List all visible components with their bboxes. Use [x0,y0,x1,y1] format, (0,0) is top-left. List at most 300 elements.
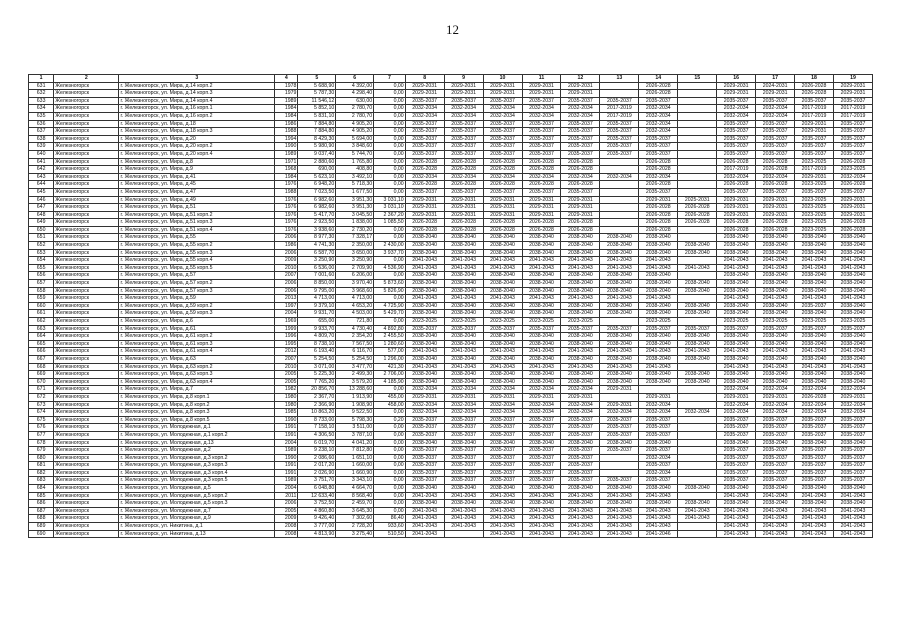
table-cell: 2038-2040 [717,340,756,348]
table-cell: 2017-2019 [834,105,873,113]
table-cell: 2038-2040 [444,234,483,242]
table-cell: 2038-2040 [678,333,717,341]
table-cell: 2038-2040 [561,242,600,250]
table-cell: 2035-2037 [717,188,756,196]
table-cell: 2035-2037 [405,431,444,439]
table-cell: 2041-2043 [600,295,639,303]
table-cell: 2023-2025 [795,181,834,189]
table-cell: 2035-2037 [522,469,561,477]
table-cell [678,386,717,394]
table-cell: 659 [29,295,54,303]
table-cell: 2026-2028 [834,226,873,234]
table-cell: 2006 [275,287,298,295]
table-cell: 2 709,90 [336,264,374,272]
table-cell: 678 [29,439,54,447]
table-cell: 2035-2037 [756,150,795,158]
table-cell: 6 982,60 [298,196,336,204]
table-cell: 2035-2037 [756,462,795,470]
table-cell: 2038-2040 [522,310,561,318]
table-cell: 2029-2031 [483,211,522,219]
table-cell: 2011 [275,492,298,500]
table-cell: 0,00 [374,500,406,508]
table-cell: г. Железногорск, ул. Мира, д.59 корп.3 [119,310,275,318]
table-cell: 2035-2037 [834,128,873,136]
table-cell: 2023-2025 [444,318,483,326]
table-cell: 2035-2037 [483,188,522,196]
table-cell: 2035-2037 [600,477,639,485]
table-cell: 2038-2040 [717,355,756,363]
table-cell: 2025-2031 [678,196,717,204]
table-cell: 3 275,40 [336,530,374,538]
table-cell: 2026-2028 [561,158,600,166]
table-row [29,249,873,257]
table-cell: 2035-2037 [600,120,639,128]
table-cell: 1989 [275,150,298,158]
table-cell: 7 328,17 [336,234,374,242]
table-cell: 3 968,60 [336,287,374,295]
table-cell: 0,00 [374,469,406,477]
table-cell: 2041-2043 [639,515,678,523]
table-cell [678,181,717,189]
table-cell: 1980 [275,393,298,401]
table-cell: 455,00 [374,393,406,401]
table-cell: 0,00 [374,97,406,105]
table-cell: 2041-2043 [639,264,678,272]
table-cell: 2038-2040 [405,249,444,257]
column-number-cell: 4 [275,75,298,83]
table-cell: 2038-2040 [444,439,483,447]
table-cell: 0,00 [374,507,406,515]
table-cell: 2038-2040 [444,249,483,257]
table-cell: 2035-2037 [795,469,834,477]
table-cell: 2041-2043 [483,363,522,371]
table-cell: 2035-2037 [561,135,600,143]
table-cell: 9 795,00 [298,287,336,295]
table-cell: 641 [29,158,54,166]
table-cell: 2038-2040 [795,355,834,363]
table-cell: 2038-2040 [444,310,483,318]
table-cell: 2038-2040 [717,333,756,341]
table-cell: 2024-2031 [756,82,795,90]
table-row [29,447,873,455]
table-cell: 2032-2034 [444,112,483,120]
table-cell: 2010 [275,363,298,371]
table-cell: 421,30 [374,363,406,371]
table-cell: 2038-2040 [795,280,834,288]
table-cell: Железногорск [54,310,119,318]
table-cell: 2035-2037 [795,462,834,470]
table-cell: 2007 [275,355,298,363]
table-cell: 2038-2040 [483,234,522,242]
table-cell: 2038-2040 [639,500,678,508]
table-cell [678,150,717,158]
table-row [29,120,873,128]
table-cell: 0,00 [374,120,406,128]
table-cell: 6 019,70 [298,439,336,447]
table-cell: 2029-2031 [717,204,756,212]
table-cell: 3 045,50 [336,211,374,219]
table-cell: 6 587,70 [298,249,336,257]
table-cell: 2035-2037 [756,325,795,333]
table-cell: 2035-2037 [756,143,795,151]
table-cell: 2017-2019 [795,105,834,113]
table-cell: 2032-2034 [756,173,795,181]
table-cell: 2035-2037 [717,454,756,462]
table-cell: 0,00 [374,462,406,470]
table-cell: г. Железногорск, ул. Мира, д.61 корп.4 [119,348,275,356]
table-cell: 2041-2043 [561,523,600,531]
table-cell: 4 041,20 [336,439,374,447]
table-cell: 2035-2037 [522,462,561,470]
table-cell: 2038-2040 [522,287,561,295]
table-cell: 1995 [275,340,298,348]
table-row [29,469,873,477]
table-cell: 1980 [275,401,298,409]
table-cell: 0,00 [374,82,406,90]
table-cell: 2026-2028 [483,219,522,227]
table-cell: 2038-2040 [483,500,522,508]
table-cell: 2035-2037 [405,424,444,432]
table-cell: 2041-2043 [561,492,600,500]
table-cell: 2032-2034 [522,173,561,181]
table-cell: 2038-2040 [522,234,561,242]
table-cell: 2038-2040 [561,287,600,295]
table-cell: 2035-2037 [405,416,444,424]
column-number-cell: 11 [522,75,561,83]
table-cell: 2026-2028 [795,393,834,401]
table-cell: 2038-2040 [639,242,678,250]
table-cell: 5 225,30 [298,371,336,379]
table-cell: 2035-2037 [795,97,834,105]
table-cell: 2023-2025 [795,204,834,212]
table-cell: 2041-2043 [756,295,795,303]
table-cell: 2035-2037 [717,97,756,105]
table-cell: 2041-2043 [483,257,522,265]
table-cell: 2008 [275,530,298,538]
table-cell: 2010 [275,264,298,272]
table-cell: г. Железногорск, ул. Мира, д.55 корп.4 [119,257,275,265]
table-cell: 2041-2043 [483,492,522,500]
table-cell [600,211,639,219]
table-cell: 2041-2043 [522,523,561,531]
table-cell: 2038-2040 [444,242,483,250]
table-cell: 2041-2043 [444,295,483,303]
table-cell: г. Железногорск, ул. Молодежная, д.5 корп.3 [119,500,275,508]
table-cell: 2041-2043 [405,264,444,272]
table-cell: 2041-2043 [756,257,795,265]
table-cell: 2029-2031 [756,393,795,401]
table-cell: 0,00 [374,181,406,189]
table-cell: 2026-2028 [444,219,483,227]
table-cell: 20 856,70 [298,386,336,394]
table-cell: 2032-2034 [444,105,483,113]
table-cell: 2038-2040 [483,242,522,250]
table-cell: 2038-2040 [756,310,795,318]
table-cell: 2032-2034 [405,401,444,409]
table-cell: 1968 [275,166,298,174]
table-cell: 2041-2043 [444,348,483,356]
table-cell [678,462,717,470]
table-cell: 2029-2031 [717,90,756,98]
table-cell: 2032-2034 [717,401,756,409]
table-cell: 8 850,00 [298,280,336,288]
table-cell: 0,00 [374,318,406,326]
table-cell: 2029-2031 [483,393,522,401]
table-cell: 2029-2031 [522,82,561,90]
table-cell: 1989 [275,447,298,455]
table-cell: Железногорск [54,515,119,523]
table-cell: 2038-2040 [444,485,483,493]
table-cell: 688 [29,515,54,523]
table-cell: 1 651,10 [336,454,374,462]
table-cell: 2017-2019 [600,112,639,120]
table-cell: 2041-2043 [639,492,678,500]
table-cell: 651 [29,234,54,242]
table-cell: 2035-2037 [522,416,561,424]
table-cell: 2035-2037 [756,97,795,105]
table-cell: 2026-2028 [483,166,522,174]
table-cell: 1991 [275,469,298,477]
table-cell: 2041-2043 [405,492,444,500]
table-cell: 4 713,00 [336,295,374,303]
table-cell: 2 086,60 [298,454,336,462]
table-cell: 2035-2037 [522,143,561,151]
table-cell: Железногорск [54,112,119,120]
table-cell: 2041-2043 [405,257,444,265]
table-cell: г. Железногорск, ул. Мира, д.55 корп.5 [119,264,275,272]
table-cell: 2041-2043 [795,530,834,538]
table-cell: 1994 [275,135,298,143]
table-cell: 2035-2037 [483,120,522,128]
table-cell: 2032-2034 [756,401,795,409]
table-cell: 2038-2040 [600,355,639,363]
table-cell: 1991 [275,462,298,470]
table-cell: 2038-2040 [444,500,483,508]
table-cell: 2038-2040 [522,249,561,257]
table-cell: 3 492,10 [336,173,374,181]
table-cell: 2038-2040 [561,280,600,288]
table-cell: 2041-2043 [639,523,678,531]
table-row [29,416,873,424]
table-cell: 2038-2040 [795,378,834,386]
table-cell: 6 948,20 [298,181,336,189]
table-cell: 2035-2037 [639,150,678,158]
table-row [29,348,873,356]
table-cell: 4 185,90 [374,378,406,386]
table-cell: 2004 [275,310,298,318]
table-cell: 675 [29,416,54,424]
table-cell: г. Железногорск, ул. Молодежная, д.5 [119,485,275,493]
table-cell: 638 [29,135,54,143]
table-cell: Железногорск [54,234,119,242]
table-cell: 2038-2040 [756,242,795,250]
table-cell: 2035-2037 [561,469,600,477]
table-cell: 2038-2040 [756,302,795,310]
table-cell: 2035-2037 [405,477,444,485]
table-cell: 2035-2037 [834,454,873,462]
table-cell: 658 [29,287,54,295]
table-cell: 667 [29,355,54,363]
table-cell: 3 752,50 [298,500,336,508]
table-cell: 2029-2031 [834,211,873,219]
table-cell: 5 718,30 [336,181,374,189]
table-cell: г. Железногорск, ул. Мира, д.61 [119,325,275,333]
table-cell: 2041-2043 [444,523,483,531]
table-cell: 2035-2037 [483,135,522,143]
table-cell: 2035-2037 [444,120,483,128]
table-cell: 1991 [275,424,298,432]
table-cell [678,158,717,166]
table-cell: 4 860,80 [298,507,336,515]
table-cell: 2026-2028 [639,204,678,212]
table-cell: 2035-2037 [405,325,444,333]
table-cell: 2038-2040 [405,234,444,242]
table-cell [600,454,639,462]
table-cell: 690 [29,530,54,538]
table-cell: 1986 [275,242,298,250]
table-cell: 2026-2028 [522,166,561,174]
table-cell [678,363,717,371]
table-cell: 933,60 [374,523,406,531]
table-cell [678,226,717,234]
table-cell: 2032-2034 [483,112,522,120]
table-row [29,355,873,363]
table-cell: 2035-2037 [561,97,600,105]
table-cell: 2035-2037 [522,424,561,432]
table-cell: 2035-2037 [717,143,756,151]
table-cell: 2038-2040 [678,310,717,318]
table-cell: Железногорск [54,181,119,189]
column-number-cell: 12 [561,75,600,83]
table-cell: 2041-2043 [795,264,834,272]
table-cell: 2038-2040 [483,310,522,318]
table-cell: 2035-2037 [522,431,561,439]
table-cell: 2 354,20 [336,333,374,341]
table-cell: 2038-2040 [405,287,444,295]
table-cell: 2032-2034 [405,112,444,120]
table-cell: 5 980,90 [298,143,336,151]
table-cell: 2041-2043 [561,348,600,356]
table-cell: 2032-2034 [600,409,639,417]
table-cell: 2035-2037 [795,431,834,439]
table-cell: 686 [29,500,54,508]
table-cell: 2017-2019 [834,112,873,120]
table-cell: 2035-2037 [834,188,873,196]
table-cell: 2026-2028 [756,219,795,227]
table-cell: 2035-2037 [756,128,795,136]
table-cell: 680 [29,454,54,462]
table-cell: 2026-2028 [756,226,795,234]
table-cell: 3 787,10 [336,431,374,439]
table-cell: 2032-2034 [795,386,834,394]
table-cell [600,469,639,477]
table-cell: 9 933,70 [298,325,336,333]
table-cell: 2032-2034 [561,173,600,181]
table-cell [678,105,717,113]
table-cell: 2038-2040 [795,310,834,318]
table-cell [678,173,717,181]
table-cell: 2035-2037 [639,188,678,196]
table-cell: 2041-2043 [756,530,795,538]
table-cell: 2026-2028 [639,90,678,98]
table-cell: 2041-2043 [483,507,522,515]
table-cell: 2041-2043 [756,264,795,272]
table-cell: Железногорск [54,318,119,326]
table-cell: 3 938,60 [298,226,336,234]
table-cell: 685 [29,492,54,500]
table-cell: 2041-2043 [834,523,873,531]
table-cell: 2038-2040 [834,439,873,447]
column-number-cell: 10 [483,75,522,83]
table-cell: 1 677,50 [336,188,374,196]
table-cell: 2029-2031 [444,196,483,204]
table-cell: Железногорск [54,393,119,401]
table-cell: 2023-2025 [717,318,756,326]
table-cell: 4 392,00 [336,82,374,90]
table-cell: 2041-2043 [561,363,600,371]
table-cell: 2041-2043 [483,523,522,531]
table-cell: 2035-2037 [639,477,678,485]
table-cell: 2023-2025 [483,318,522,326]
table-cell: 2038-2040 [522,302,561,310]
table-cell: 2041-2043 [600,515,639,523]
table-cell: 2038-2040 [561,272,600,280]
table-cell: 3 031,10 [374,204,406,212]
table-cell: 4 741,30 [298,242,336,250]
table-cell: г. Железногорск, ул. Мира, д.8 корп.2 [119,401,275,409]
table-cell: 2038-2040 [678,302,717,310]
table-cell: 2 780,70 [336,105,374,113]
table-cell: 6 048,80 [298,485,336,493]
table-cell: 2035-2037 [756,188,795,196]
table-cell: 2038-2040 [600,485,639,493]
table-cell: 2038-2040 [717,272,756,280]
table-cell: Железногорск [54,500,119,508]
table-cell: 2032-2034 [639,128,678,136]
table-cell: 2038-2040 [405,302,444,310]
table-cell: 2026-2028 [405,158,444,166]
table-cell: 2029-2031 [444,204,483,212]
table-cell: 2041-2043 [522,530,561,538]
table-cell: 2 730,20 [336,226,374,234]
table-cell: 7 023,50 [298,188,336,196]
column-number-cell: 14 [639,75,678,83]
table-cell: 2023-2025 [795,211,834,219]
table-cell: 2035-2037 [444,447,483,455]
table-cell: 2041-2043 [522,257,561,265]
table-cell [600,226,639,234]
table-cell [678,143,717,151]
table-cell: 2 366,90 [298,401,336,409]
table-cell: 676 [29,424,54,432]
table-cell: 2032-2034 [600,173,639,181]
table-row [29,318,873,326]
table-cell: 7 884,80 [298,128,336,136]
table-cell: 2035-2037 [522,120,561,128]
table-cell: 2026-2028 [639,226,678,234]
table-cell: 2035-2037 [483,143,522,151]
table-cell: 2041-2043 [756,523,795,531]
table-cell: 2029-2031 [717,196,756,204]
table-cell: г. Железногорск, ул. Мира, д.51 корп.4 [119,226,275,234]
table-cell: 664 [29,333,54,341]
table-cell: 2035-2037 [834,150,873,158]
table-cell: 2026-2028 [444,226,483,234]
table-cell [600,90,639,98]
table-cell: 2029-2031 [756,204,795,212]
table-cell: 2038-2040 [756,500,795,508]
table-cell: 2026-2028 [522,226,561,234]
